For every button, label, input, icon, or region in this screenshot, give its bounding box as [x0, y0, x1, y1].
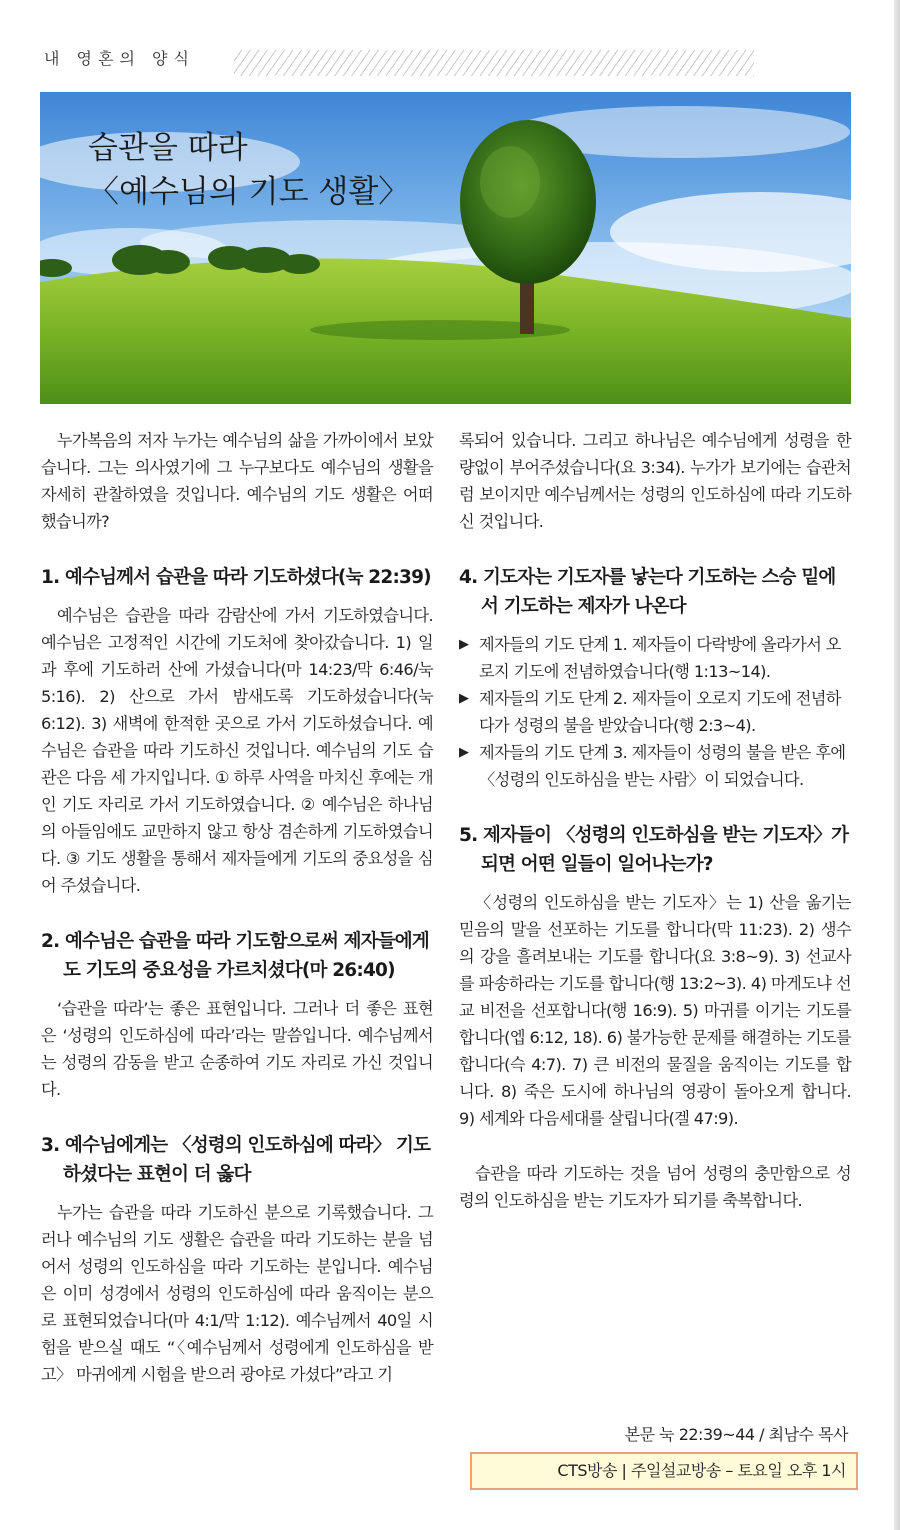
hero-title — [88, 126, 409, 214]
hero-title-line2: 〈예수님의 기도 생활〉 — [88, 174, 410, 210]
paragraph-3-continued: 록되어 있습니다. 그리고 하나님은 예수님에게 성령을 한량없이 부어주셨습니다(요 3:34). 누가가 보기에는 습관처럼 보이지만 예수님께서는 성령의 인도하심에 따라 기도하신 것입니다. — [459, 431, 851, 531]
right-column — [459, 427, 851, 1214]
page-edge-rule — [894, 0, 900, 1530]
paragraph-2: ‘습관을 따라’는 좋은 표현입니다. 그러나 더 좋은 표현은 ‘성령의 인도하심에 따라’라는 말씀입니다. 예수님께서는 성령의 감동을 받고 순종하여 기도 자리로 가신 것입니다. — [41, 999, 433, 1099]
heading-1: 1. 예수님께서 습관을 따라 기도하셨다(눅 22:39) — [41, 567, 431, 588]
scripture-byline: 본문 눅 22:39~44 / 최남수 목사 — [624, 1425, 848, 1444]
left-column — [41, 427, 433, 1388]
section-label: 내 영혼의 양식 — [44, 49, 195, 68]
hero-title-line1: 습관을 따라 — [88, 130, 248, 166]
hatch-divider — [234, 50, 754, 76]
hero-banner — [40, 92, 851, 404]
discipleship-steps-list — [459, 631, 851, 793]
broadcast-info-box: CTS방송 | 주일설교방송 – 토요일 오후 1시 — [470, 1452, 858, 1490]
triangle-bullet-icon: ▶ — [459, 745, 469, 760]
paragraph-5: 〈성령의 인도하심을 받는 기도자〉는 1) 산을 옮기는 믿음의 말을 선포하는 기도를 합니다(막 11:23). 2) 생수의 강을 흘려보내는 기도를 합니다(요 3:8~9). 3) 선교사를 파송하라는 기도를 합니다(행 13:2~3). 4) 마게도냐 선교 비전을 선포합니다(행 16:9). 5) 마귀를 이기는 기도를 합니다(엡 6:12, 18). 6) 불가능한 문제를 해결하는 기도를 합니다(슥 4:7). 7) 큰 비전의 물질을 움직이는 기도를 합니다. 8) 죽은 도시에 하나님의 영광이 돌아오게 합니다. 9) 세계와 다음세대를 살립니다(겔 47:9). — [459, 893, 851, 1128]
list-item: ▶ 제자들의 기도 단계 3. 제자들이 성령의 불을 받은 후에 〈성령의 인도하심을 받는 사람〉이 되었습니다. — [459, 739, 851, 793]
paragraph-3: 누가는 습관을 따라 기도하신 분으로 기록했습니다. 그러나 예수님의 기도 생활은 습관을 따라 기도하는 분을 넘어서 성령의 인도하심을 따라 기도하는 분입니다. 예수님은 이미 성경에서 성령의 인도하심에 따라 움직이는 분으로 표현되었습니다(마 4:1/막 1:12). 예수님께서 40일 시험을 받으실 때도 “〈예수님께서 성령에게 인도하심을 받고〉 마귀에게 시험을 받으러 광야로 가셨다”라고 기 — [41, 1203, 433, 1384]
list-item: ▶ 제자들의 기도 단계 1. 제자들이 다락방에 올라가서 오로지 기도에 전념하였습니다(행 1:13~14). — [459, 631, 851, 685]
heading-2: 2. 예수님은 습관을 따라 기도함으로써 제자들에게도 기도의 중요성을 가르치셨다(마 26:40) — [41, 931, 429, 981]
paragraph-1: 예수님은 습관을 따라 감람산에 가서 기도하였습니다. 예수님은 고정적인 시간에 기도처에 찾아갔습니다. 1) 일과 후에 기도하러 산에 가셨습니다(마 14:23/막 6:46/눅 5:16). 2) 산으로 가서 밤새도록 기도하셨습니다(눅 6:12). 3) 새벽에 한적한 곳으로 가서 기도하셨습니다. 예수님은 습관을 따라 기도하신 것입니다. 예수님의 기도 습관은 다음 세 가지입니다. ① 하루 사역을 마치신 후에는 개인 기도 자리로 가서 기도하였습니다. ② 예수님은 하나님의 아들임에도 교만하지 않고 항상 겸손하게 기도하였습니다. ③ 기도 생활을 통해서 제자들에게 기도의 중요성을 심어 주셨습니다. — [41, 606, 433, 895]
intro-paragraph: 누가복음의 저자 누가는 예수님의 삶을 가까이에서 보았습니다. 그는 의사였기에 그 누구보다도 예수님의 생활을 자세히 관찰하였을 것입니다. 예수님의 기도 생활은 어떠했습니까? — [41, 431, 433, 531]
heading-4: 4. 기도자는 기도자를 낳는다 기도하는 스승 밑에서 기도하는 제자가 나온다 — [459, 567, 836, 617]
heading-3: 3. 예수님에게는 〈성령의 인도하심에 따라〉 기도하셨다는 표현이 더 옳다 — [41, 1135, 431, 1185]
closing-paragraph: 습관을 따라 기도하는 것을 넘어 성령의 충만함으로 성령의 인도하심을 받는 기도자가 되기를 축복합니다. — [459, 1164, 851, 1210]
heading-5: 5. 제자들이 〈성령의 인도하심을 받는 기도자〉가 되면 어떤 일들이 일어나는가? — [459, 825, 849, 875]
triangle-bullet-icon: ▶ — [459, 691, 469, 706]
triangle-bullet-icon: ▶ — [459, 637, 469, 652]
list-item: ▶ 제자들의 기도 단계 2. 제자들이 오로지 기도에 전념하다가 성령의 불을 받았습니다(행 2:3~4). — [459, 685, 851, 739]
